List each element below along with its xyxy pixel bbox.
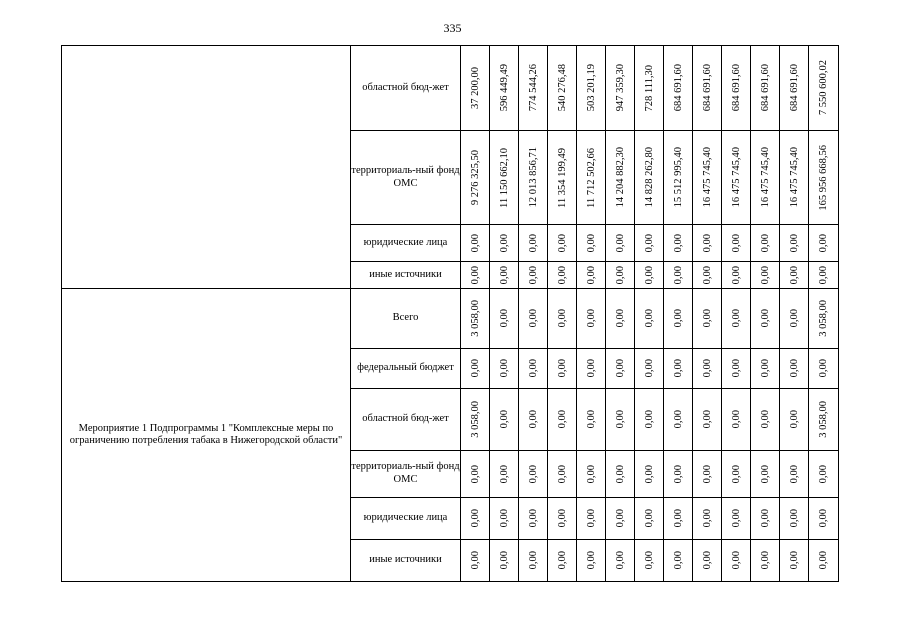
- amount-cell: 0,00: [519, 389, 548, 451]
- funding-source: Всего: [351, 289, 461, 349]
- amount-cell: 0,00: [664, 289, 693, 349]
- amount-cell: 0,00: [577, 262, 606, 289]
- amount-cell: 0,00: [490, 498, 519, 540]
- amount-cell: 0,00: [606, 451, 635, 498]
- amount-cell: 11 712 502,66: [577, 131, 606, 225]
- amount-cell: 0,00: [577, 349, 606, 389]
- amount-cell: 0,00: [519, 289, 548, 349]
- amount-cell: 0,00: [693, 289, 722, 349]
- amount-cell: 0,00: [809, 225, 839, 262]
- amount-cell: 0,00: [519, 262, 548, 289]
- amount-cell: 596 449,49: [490, 46, 519, 131]
- amount-cell: 0,00: [664, 451, 693, 498]
- amount-cell: 0,00: [635, 389, 664, 451]
- amount-cell: 0,00: [693, 389, 722, 451]
- amount-cell: 0,00: [722, 540, 751, 582]
- amount-cell: 0,00: [490, 289, 519, 349]
- amount-cell: 0,00: [461, 225, 490, 262]
- amount-cell: 728 111,30: [635, 46, 664, 131]
- amount-cell: 0,00: [635, 451, 664, 498]
- funding-source: территориаль-ный фонд ОМС: [351, 451, 461, 498]
- amount-cell: 0,00: [490, 349, 519, 389]
- amount-cell: 0,00: [548, 389, 577, 451]
- amount-cell: 0,00: [635, 225, 664, 262]
- amount-cell: 0,00: [461, 451, 490, 498]
- amount-cell: 0,00: [606, 289, 635, 349]
- amount-cell: 12 013 856,71: [519, 131, 548, 225]
- amount-cell: 0,00: [780, 262, 809, 289]
- amount-cell: 0,00: [519, 451, 548, 498]
- amount-cell: 3 058,00: [809, 289, 839, 349]
- amount-cell: 0,00: [780, 451, 809, 498]
- amount-cell: 0,00: [577, 389, 606, 451]
- amount-cell: 0,00: [461, 349, 490, 389]
- amount-cell: 0,00: [548, 451, 577, 498]
- activity-description: Мероприятие 1 Подпрограммы 1 "Комплексные меры по ограничению потребления табака в Нижегородской области": [62, 289, 351, 582]
- amount-cell: 0,00: [809, 262, 839, 289]
- amount-cell: 0,00: [490, 451, 519, 498]
- funding-source: областной бюд-жет: [351, 46, 461, 131]
- amount-cell: 0,00: [809, 349, 839, 389]
- table-row: [62, 289, 839, 349]
- table-row: [62, 46, 839, 131]
- amount-cell: 0,00: [548, 289, 577, 349]
- amount-cell: 0,00: [722, 349, 751, 389]
- amount-cell: 7 550 600,02: [809, 46, 839, 131]
- amount-cell: 0,00: [693, 349, 722, 389]
- amount-cell: 16 475 745,40: [722, 131, 751, 225]
- amount-cell: 0,00: [606, 498, 635, 540]
- amount-cell: 0,00: [577, 289, 606, 349]
- funding-source: территориаль-ный фонд ОМС: [351, 131, 461, 225]
- amount-cell: 0,00: [780, 225, 809, 262]
- amount-cell: 774 544,26: [519, 46, 548, 131]
- amount-cell: 0,00: [606, 540, 635, 582]
- amount-cell: 0,00: [490, 389, 519, 451]
- amount-cell: 0,00: [722, 225, 751, 262]
- amount-cell: 0,00: [780, 498, 809, 540]
- amount-cell: 0,00: [606, 389, 635, 451]
- amount-cell: 0,00: [722, 262, 751, 289]
- amount-cell: 0,00: [722, 451, 751, 498]
- amount-cell: 0,00: [577, 540, 606, 582]
- amount-cell: 3 058,00: [461, 389, 490, 451]
- amount-cell: 0,00: [635, 289, 664, 349]
- amount-cell: 0,00: [780, 540, 809, 582]
- amount-cell: 0,00: [635, 262, 664, 289]
- amount-cell: 684 691,60: [722, 46, 751, 131]
- amount-cell: 11 150 662,10: [490, 131, 519, 225]
- amount-cell: 0,00: [490, 262, 519, 289]
- amount-cell: 0,00: [664, 389, 693, 451]
- amount-cell: 684 691,60: [664, 46, 693, 131]
- amount-cell: 15 512 995,40: [664, 131, 693, 225]
- amount-cell: 0,00: [548, 540, 577, 582]
- amount-cell: 684 691,60: [751, 46, 780, 131]
- funding-source: федеральный бюджет: [351, 349, 461, 389]
- funding-source: областной бюд-жет: [351, 389, 461, 451]
- amount-cell: 0,00: [490, 540, 519, 582]
- amount-cell: 0,00: [780, 289, 809, 349]
- amount-cell: 0,00: [548, 262, 577, 289]
- amount-cell: 0,00: [751, 540, 780, 582]
- funding-source: иные источники: [351, 262, 461, 289]
- amount-cell: 37 200,00: [461, 46, 490, 131]
- amount-cell: 0,00: [751, 349, 780, 389]
- amount-cell: 0,00: [722, 498, 751, 540]
- amount-cell: 0,00: [693, 451, 722, 498]
- amount-cell: 540 276,48: [548, 46, 577, 131]
- amount-cell: 11 354 199,49: [548, 131, 577, 225]
- amount-cell: 0,00: [722, 289, 751, 349]
- amount-cell: 3 058,00: [461, 289, 490, 349]
- amount-cell: 0,00: [780, 389, 809, 451]
- amount-cell: 0,00: [519, 540, 548, 582]
- amount-cell: 0,00: [519, 225, 548, 262]
- amount-cell: 3 058,00: [809, 389, 839, 451]
- amount-cell: 0,00: [606, 225, 635, 262]
- amount-cell: 0,00: [809, 498, 839, 540]
- amount-cell: 0,00: [519, 498, 548, 540]
- amount-cell: 16 475 745,40: [780, 131, 809, 225]
- amount-cell: 0,00: [635, 540, 664, 582]
- amount-cell: 0,00: [577, 451, 606, 498]
- amount-cell: 0,00: [606, 262, 635, 289]
- amount-cell: 0,00: [693, 540, 722, 582]
- amount-cell: 0,00: [664, 349, 693, 389]
- amount-cell: 0,00: [693, 498, 722, 540]
- amount-cell: 0,00: [577, 225, 606, 262]
- amount-cell: 0,00: [548, 349, 577, 389]
- amount-cell: 0,00: [780, 349, 809, 389]
- amount-cell: 14 828 262,80: [635, 131, 664, 225]
- amount-cell: 0,00: [577, 498, 606, 540]
- amount-cell: 503 201,19: [577, 46, 606, 131]
- amount-cell: 0,00: [461, 498, 490, 540]
- amount-cell: 0,00: [664, 498, 693, 540]
- amount-cell: 684 691,60: [780, 46, 809, 131]
- amount-cell: 0,00: [548, 498, 577, 540]
- amount-cell: 16 475 745,40: [751, 131, 780, 225]
- amount-cell: 0,00: [809, 540, 839, 582]
- funding-source: юридические лица: [351, 498, 461, 540]
- amount-cell: 0,00: [809, 451, 839, 498]
- amount-cell: 165 956 668,56: [809, 131, 839, 225]
- amount-cell: 0,00: [606, 349, 635, 389]
- amount-cell: 0,00: [751, 225, 780, 262]
- amount-cell: 0,00: [751, 451, 780, 498]
- amount-cell: 0,00: [751, 389, 780, 451]
- amount-cell: 0,00: [461, 262, 490, 289]
- amount-cell: 0,00: [548, 225, 577, 262]
- amount-cell: 947 359,30: [606, 46, 635, 131]
- amount-cell: 14 204 882,30: [606, 131, 635, 225]
- amount-cell: 0,00: [693, 262, 722, 289]
- funding-source: юридические лица: [351, 225, 461, 262]
- amount-cell: 0,00: [751, 262, 780, 289]
- amount-cell: 0,00: [664, 540, 693, 582]
- funding-source: иные источники: [351, 540, 461, 582]
- amount-cell: 0,00: [490, 225, 519, 262]
- amount-cell: 0,00: [751, 498, 780, 540]
- amount-cell: 0,00: [693, 225, 722, 262]
- activity-description: [62, 46, 351, 289]
- amount-cell: 0,00: [722, 389, 751, 451]
- amount-cell: 0,00: [461, 540, 490, 582]
- amount-cell: 0,00: [664, 262, 693, 289]
- amount-cell: 0,00: [635, 349, 664, 389]
- amount-cell: 0,00: [664, 225, 693, 262]
- funding-table: [61, 45, 839, 582]
- amount-cell: 16 475 745,40: [693, 131, 722, 225]
- amount-cell: 684 691,60: [693, 46, 722, 131]
- amount-cell: 0,00: [519, 349, 548, 389]
- amount-cell: 0,00: [751, 289, 780, 349]
- page-number: 335: [443, 21, 462, 35]
- amount-cell: 9 276 325,50: [461, 131, 490, 225]
- amount-cell: 0,00: [635, 498, 664, 540]
